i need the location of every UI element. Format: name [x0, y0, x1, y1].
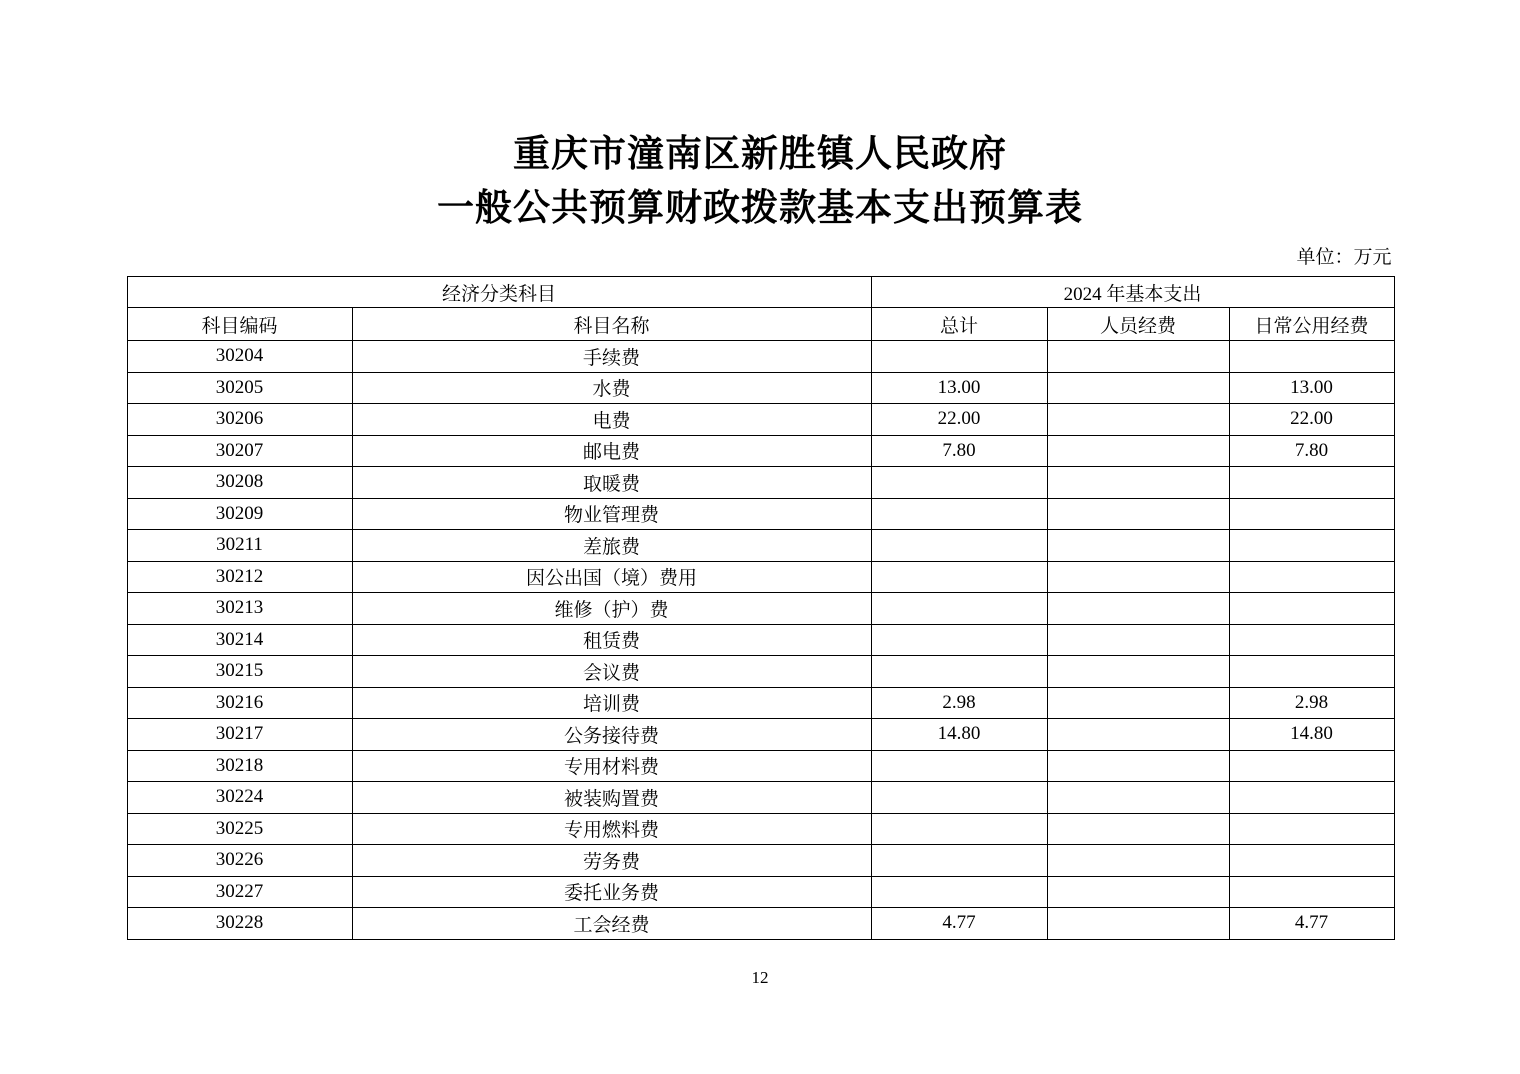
- cell-daily-public-expense: 13.00: [1229, 372, 1394, 404]
- page-number: 12: [751, 967, 769, 987]
- document-title-line2: 一般公共预算财政拨款基本支出预算表: [437, 188, 1083, 229]
- cell-personnel-expense: [1047, 498, 1229, 530]
- table-row: [127, 845, 1394, 877]
- table-row: [127, 498, 1394, 530]
- cell-personnel-expense: [1047, 750, 1229, 782]
- table-row: [127, 435, 1394, 467]
- cell-subject-code: 30214: [127, 624, 352, 656]
- cell-total: 2.98: [871, 687, 1047, 719]
- cell-daily-public-expense: 7.80: [1229, 435, 1394, 467]
- cell-daily-public-expense: [1229, 593, 1394, 625]
- cell-subject-code: 30206: [127, 404, 352, 436]
- cell-personnel-expense: [1047, 845, 1229, 877]
- cell-daily-public-expense: [1229, 782, 1394, 814]
- cell-subject-code: 30217: [127, 719, 352, 751]
- cell-subject-name: 委托业务费: [352, 876, 871, 908]
- table-row: [127, 687, 1394, 719]
- table-header: [127, 277, 1394, 341]
- table-row: [127, 719, 1394, 751]
- cell-subject-name: 工会经费: [352, 908, 871, 940]
- cell-subject-name: 专用材料费: [352, 750, 871, 782]
- cell-subject-name: 劳务费: [352, 845, 871, 877]
- table-row: [127, 561, 1394, 593]
- cell-daily-public-expense: [1229, 876, 1394, 908]
- cell-subject-code: 30211: [127, 530, 352, 562]
- header-daily-public-expense: 日常公用经费: [1229, 308, 1394, 341]
- header-group-row: [127, 277, 1394, 308]
- cell-subject-name: 培训费: [352, 687, 871, 719]
- document-title-line1: 重庆市潼南区新胜镇人民政府: [513, 134, 1007, 175]
- cell-personnel-expense: [1047, 435, 1229, 467]
- cell-subject-code: 30225: [127, 813, 352, 845]
- cell-daily-public-expense: 14.80: [1229, 719, 1394, 751]
- cell-subject-code: 30216: [127, 687, 352, 719]
- cell-total: [871, 876, 1047, 908]
- cell-subject-name: 专用燃料费: [352, 813, 871, 845]
- cell-personnel-expense: [1047, 341, 1229, 373]
- cell-daily-public-expense: [1229, 624, 1394, 656]
- cell-total: [871, 341, 1047, 373]
- cell-subject-name: 邮电费: [352, 435, 871, 467]
- table-row: [127, 750, 1394, 782]
- cell-subject-code: 30208: [127, 467, 352, 499]
- cell-total: [871, 624, 1047, 656]
- cell-subject-code: 30212: [127, 561, 352, 593]
- cell-subject-code: 30204: [127, 341, 352, 373]
- cell-personnel-expense: [1047, 813, 1229, 845]
- cell-personnel-expense: [1047, 404, 1229, 436]
- cell-daily-public-expense: 22.00: [1229, 404, 1394, 436]
- header-columns-row: [127, 308, 1394, 341]
- document-title: [127, 0, 1394, 227]
- cell-subject-code: 30205: [127, 372, 352, 404]
- cell-personnel-expense: [1047, 908, 1229, 940]
- cell-total: 13.00: [871, 372, 1047, 404]
- cell-subject-code: 30213: [127, 593, 352, 625]
- cell-subject-code: 30215: [127, 656, 352, 688]
- cell-personnel-expense: [1047, 656, 1229, 688]
- cell-daily-public-expense: 4.77: [1229, 908, 1394, 940]
- cell-total: [871, 656, 1047, 688]
- cell-total: [871, 593, 1047, 625]
- cell-subject-name: 物业管理费: [352, 498, 871, 530]
- table-row: [127, 782, 1394, 814]
- cell-daily-public-expense: [1229, 530, 1394, 562]
- cell-daily-public-expense: [1229, 656, 1394, 688]
- table-row: [127, 908, 1394, 940]
- cell-daily-public-expense: [1229, 813, 1394, 845]
- header-2024-basic-expenditure: 2024 年基本支出: [871, 277, 1394, 308]
- table-row: [127, 467, 1394, 499]
- cell-personnel-expense: [1047, 719, 1229, 751]
- cell-daily-public-expense: 2.98: [1229, 687, 1394, 719]
- cell-total: 7.80: [871, 435, 1047, 467]
- header-personnel-expense: 人员经费: [1047, 308, 1229, 341]
- cell-personnel-expense: [1047, 372, 1229, 404]
- cell-daily-public-expense: [1229, 561, 1394, 593]
- cell-subject-name: 被装购置费: [352, 782, 871, 814]
- cell-subject-name: 公务接待费: [352, 719, 871, 751]
- cell-subject-name: 租赁费: [352, 624, 871, 656]
- cell-personnel-expense: [1047, 530, 1229, 562]
- cell-subject-name: 会议费: [352, 656, 871, 688]
- cell-total: [871, 750, 1047, 782]
- cell-subject-code: 30207: [127, 435, 352, 467]
- cell-subject-code: 30218: [127, 750, 352, 782]
- table-row: [127, 593, 1394, 625]
- cell-total: [871, 530, 1047, 562]
- cell-total: [871, 813, 1047, 845]
- cell-subject-name: 手续费: [352, 341, 871, 373]
- document-page: [127, 0, 1394, 988]
- cell-personnel-expense: [1047, 467, 1229, 499]
- cell-personnel-expense: [1047, 561, 1229, 593]
- cell-subject-code: 30227: [127, 876, 352, 908]
- cell-personnel-expense: [1047, 876, 1229, 908]
- table-body: [127, 341, 1394, 940]
- table-row: [127, 813, 1394, 845]
- cell-total: [871, 498, 1047, 530]
- cell-daily-public-expense: [1229, 498, 1394, 530]
- cell-personnel-expense: [1047, 624, 1229, 656]
- cell-total: 22.00: [871, 404, 1047, 436]
- cell-daily-public-expense: [1229, 750, 1394, 782]
- table-row: [127, 656, 1394, 688]
- cell-total: [871, 561, 1047, 593]
- unit-note: 单位：万元: [1296, 247, 1392, 268]
- cell-personnel-expense: [1047, 593, 1229, 625]
- cell-subject-name: 差旅费: [352, 530, 871, 562]
- cell-total: 14.80: [871, 719, 1047, 751]
- cell-personnel-expense: [1047, 687, 1229, 719]
- table-row: [127, 404, 1394, 436]
- cell-subject-code: 30228: [127, 908, 352, 940]
- cell-total: [871, 845, 1047, 877]
- cell-total: [871, 467, 1047, 499]
- cell-subject-code: 30224: [127, 782, 352, 814]
- cell-daily-public-expense: [1229, 467, 1394, 499]
- table-row: [127, 530, 1394, 562]
- cell-daily-public-expense: [1229, 845, 1394, 877]
- table-row: [127, 876, 1394, 908]
- cell-subject-name: 电费: [352, 404, 871, 436]
- header-total: 总计: [871, 308, 1047, 341]
- header-economic-classification: 经济分类科目: [127, 277, 871, 308]
- table-row: [127, 624, 1394, 656]
- cell-subject-code: 30209: [127, 498, 352, 530]
- header-subject-code: 科目编码: [127, 308, 352, 341]
- cell-subject-name: 水费: [352, 372, 871, 404]
- cell-subject-name: 因公出国（境）费用: [352, 561, 871, 593]
- table-row: [127, 341, 1394, 373]
- header-subject-name: 科目名称: [352, 308, 871, 341]
- cell-total: [871, 782, 1047, 814]
- cell-total: 4.77: [871, 908, 1047, 940]
- table-row: [127, 372, 1394, 404]
- cell-personnel-expense: [1047, 782, 1229, 814]
- cell-subject-name: 维修（护）费: [352, 593, 871, 625]
- cell-daily-public-expense: [1229, 341, 1394, 373]
- cell-subject-name: 取暖费: [352, 467, 871, 499]
- cell-subject-code: 30226: [127, 845, 352, 877]
- budget-table: [127, 276, 1395, 940]
